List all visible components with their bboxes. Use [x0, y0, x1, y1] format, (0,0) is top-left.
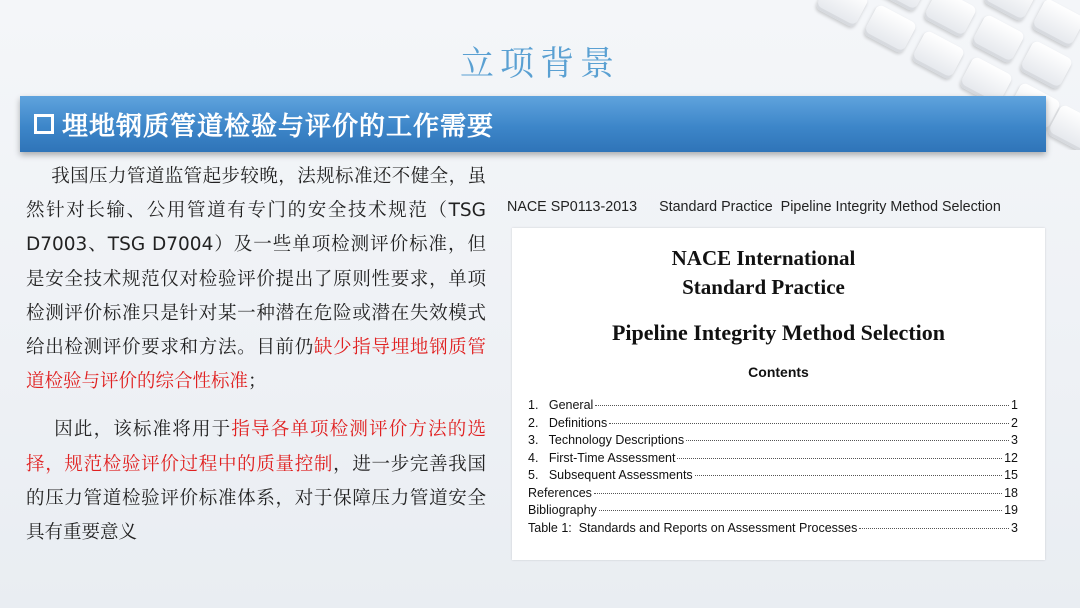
doc-title: Pipeline Integrity Method Selection	[611, 320, 945, 345]
highlight-text: 指导各单项检测评价方法的选择，规范检验评价过程中的质量控制	[26, 419, 486, 475]
slide-title: 立项背景	[460, 44, 620, 84]
toc-row	[528, 433, 1018, 451]
doc-org: NACE International	[671, 246, 856, 270]
toc-dot-leader	[609, 423, 1009, 424]
paragraph-text: ；	[248, 371, 267, 393]
toc-dot-leader	[677, 458, 1002, 459]
bullet-square-icon	[34, 114, 54, 134]
toc-row	[528, 521, 1018, 539]
toc-dot-leader	[599, 510, 1002, 511]
caption-code: NACE SP0113-2013	[507, 199, 638, 215]
highlight-text: 缺少指导埋地钢质管道检验与评价的综合性标准	[26, 337, 486, 393]
toc-label: 4. First-Time Assessment	[528, 450, 676, 465]
toc-row	[528, 451, 1018, 469]
toc-label: 3. Technology Descriptions	[528, 433, 685, 447]
toc-page: 2	[1011, 415, 1018, 430]
toc-label: Bibliography	[528, 503, 597, 517]
toc-label: 2. Definitions	[528, 415, 608, 430]
toc-label: Table 1: Standards and Reports on Assessment Processes	[528, 520, 858, 535]
toc-page: 15	[1004, 468, 1018, 482]
toc-row	[528, 398, 1018, 416]
toc-dot-leader	[686, 440, 1009, 441]
toc-row	[528, 416, 1018, 434]
toc-label: 5. Subsequent Assessments	[528, 468, 693, 482]
toc-page: 19	[1004, 503, 1018, 517]
toc-page: 18	[1004, 485, 1018, 500]
paragraph-2	[26, 413, 486, 550]
doc-contents-heading: Contents	[748, 364, 809, 380]
toc-page: 3	[1011, 433, 1018, 447]
toc-dot-leader	[695, 475, 1002, 476]
toc-row	[528, 486, 1018, 504]
banner-text: 埋地钢质管道检验与评价的工作需要	[62, 111, 495, 142]
table-of-contents	[528, 398, 1018, 538]
paragraph-1	[26, 160, 492, 399]
toc-dot-leader	[595, 405, 1009, 406]
paragraph-text: 我国压力管道监管起步较晚，法规标准还不健全，虽然针对长输、公用管道有专门的安全技术规范（TSG D7003、TSG D7004）及一些单项检测评价标准，但是安全技术规范仅对检验评价提出了原则性要求，单项检测评价标准只是针对某一种潜在危险或潜在失效模式给出检测评价要求和方法。目前仍	[26, 166, 492, 359]
toc-label: References	[528, 485, 592, 500]
toc-row	[528, 468, 1018, 486]
image-caption	[507, 199, 1001, 215]
toc-page: 3	[1011, 520, 1018, 535]
doc-type: Standard Practice	[682, 275, 845, 299]
toc-dot-leader	[859, 528, 1009, 529]
toc-page: 1	[1011, 398, 1018, 412]
paragraph-text: 因此，该标准将用于	[26, 419, 232, 441]
toc-label: 1. General	[528, 398, 594, 412]
section-banner	[20, 96, 1046, 152]
body-text	[26, 160, 492, 550]
paragraph-text: ，进一步完善我国的压力管道检验评价标准体系，对于保障压力管道安全具有重要意义	[26, 453, 486, 544]
toc-row	[528, 503, 1018, 521]
caption-desc: Standard Practice Pipeline Integrity Method Selection	[659, 199, 1001, 215]
toc-dot-leader	[594, 493, 1002, 494]
document-image	[512, 228, 1045, 560]
toc-page: 12	[1004, 450, 1018, 465]
